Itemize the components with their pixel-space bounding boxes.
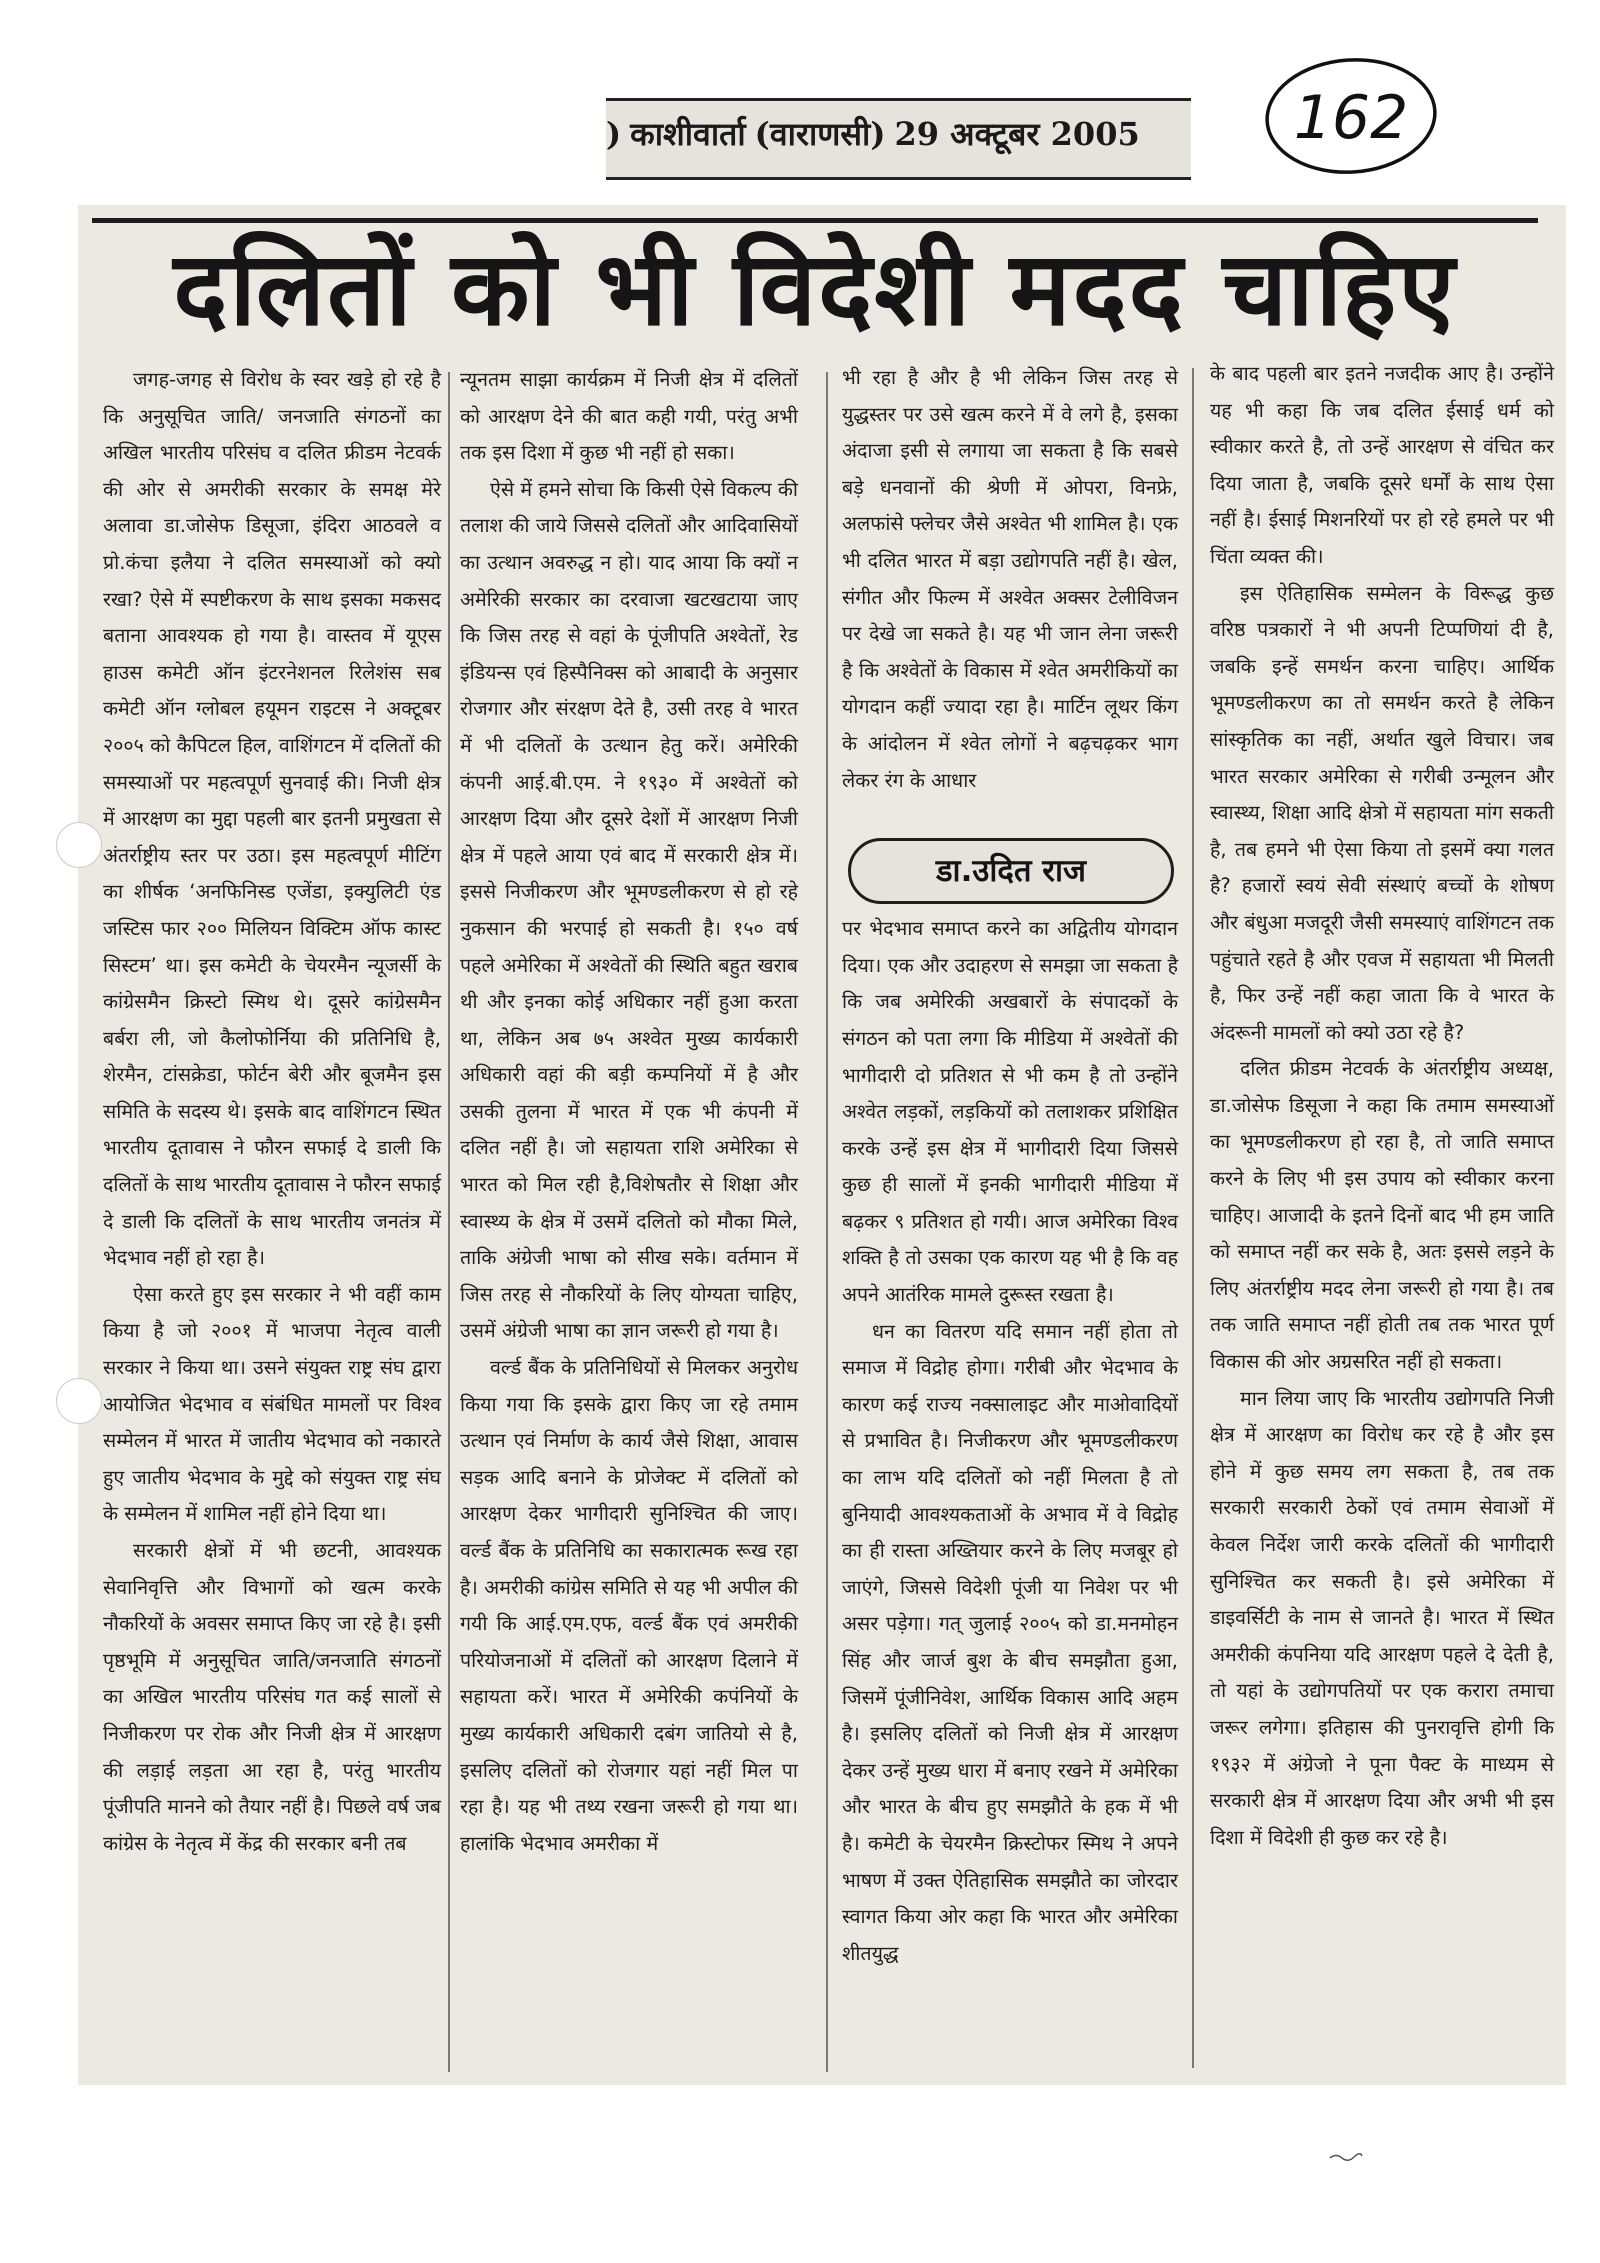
paragraph: ऐसा करते हुए इस सरकार ने भी वहीं काम किया है जो २००१ में भाजपा नेतृत्व वाली सरकार ने किया था। उसने संयुक्त राष्ट्र संघ द्वारा आयोजित भेदभाव व संबंधित मामलों पर विश्व सम्मेलन में भारत में जातीय भेदभाव को नकारते हुए जातीय भेदभाव के मुद्दे को संयुक्त राष्ट्र संघ के सम्मेलन में शामिल नहीं होने दिया था। (103, 1282, 441, 1526)
paragraph: इस ऐतिहासिक सम्मेलन के विरूद्ध कुछ वरिष्ठ पत्रकारों ने भी अपनी टिप्पणियां दी है, जबकि इन्हें समर्थन करना चाहिए। आर्थिक भूमण्डलीकरण का तो समर्थन करते है लेकिन सांस्कृतिक का नहीं, अर्थात खुले विचार। जब भारत सरकार अमेरिका से गरीबी उन्मूलन और स्वास्थ्य, शिक्षा आदि क्षेत्रो में सहायता मांग सकती है, तब हमने भी ऐसा किया तो इसमें क्या गलत है? हजारों स्वयं सेवी संस्थाएं बच्चों के शोषण और बंधुआ मजदूरी जैसी समस्याएं वाशिंगटन तक पहुंचाते रहते है और एवज में सहायता भी मिलती है, फिर उन्हें नहीं कहा जाता कि वे भारत के अंदरूनी मामलों को क्यो उठा रहे है? (1210, 581, 1554, 1044)
paragraph: के बाद पहली बार इतने नजदीक आए है। उन्होंने यह भी कहा कि जब दलित ईसाई धर्म को स्वीकार करते है, तो उन्हें आरक्षण से वंचित कर दिया जाता है, जबकि दूसरे धर्मों के साथ ऐसा नहीं है। ईसाई मिशनरियों पर हो रहे हमले पर भी चिंता व्यक्त की। (1210, 362, 1554, 568)
headline: दलितों को भी विदेशी मदद चाहिए (173, 230, 1457, 349)
masthead (606, 112, 1149, 155)
column-divider (1192, 368, 1194, 2068)
paragraph: मान लिया जाए कि भारतीय उद्योगपति निजी क्षेत्र में आरक्षण का विरोध कर रहे है और इस होने में कुछ समय लग सकता है, तब तक सरकारी सरकारी ठेकों एवं तमाम सेवाओं में केवल निर्देश जारी करके दलितों की भागीदारी सुनिश्चित कर सकती है। इसे अमेरिका में डाइवर्सिटी के नाम से जानते है। भारत में स्थित अमरीकी कंपनिया यदि आरक्षण पहले दे देती है, तो यहां के उद्योगपतियों पर एक करारा तमाचा जरूर लगेगा। इतिहास की पुनरावृत्ति होगी कि १९३२ में अंग्रेजो ने पूना पैक्ट के माध्यम से सरकारी क्षेत्र में आरक्षण दिया और अभी भी इस दिशा में विदेशी ही कुछ कर रहे है। (1210, 1386, 1554, 1849)
page-number: 162 (1293, 83, 1409, 153)
paragraph: सरकारी क्षेत्रों में भी छटनी, आवश्यक सेवानिवृत्ति और विभागों को खत्म करके नौकरियों के अवसर समाप्त किए जा रहे है। इसी पृष्ठभूमि में अनुसूचित जाति/जनजाति संगठनों का अखिल भारतीय परिसंघ गत कई सालों से निजीकरण पर रोक और निजी क्षेत्र में आरक्षण की लड़ाई लड़ता आ रहा है, परंतु भारतीय पूंजीपति मानने को तैयार नहीं है। पिछले वर्ष जब कांग्रेस के नेतृत्व में केंद्र की सरकार बनी तब (103, 1539, 441, 1855)
author-byline: डा.उदित राज (848, 838, 1174, 904)
paragraph: ऐसे में हमने सोचा कि किसी ऐसे विकल्प की तलाश की जाये जिससे दलितों और आदिवासियों का उत्थान अवरुद्ध न हो। याद आया कि क्यों न अमेरिकी सरकार का दरवाजा खटखटाया जाए कि जिस तरह से वहां के पूंजीपति अश्वेतों, रेड इंडियन्स एवं हिस्पैनिक्स को आबादी के अनुसार रोजगार और संरक्षण देते है, उसी तरह वे भारत में भी दलितों के उत्थान हेतु करें। अमेरिकी कंपनी आई.बी.एम. ने १९३० में अश्वेतों को आरक्षण दिया और दूसरे देशों में आरक्षण निजी क्षेत्र में पहले आया एवं बाद में सरकारी क्षेत्र में। इससे निजीकरण और भूमण्डलीकरण से हो रहे नुकसान की भरपाई हो सकती है। १५० वर्ष पहले अमेरिका में अश्वेतों की स्थिति बहुत खराब थी और इनका कोई अधिकार नहीं हुआ करता था, लेकिन अब ७५ अश्वेत मुख्य कार्यकारी अधिकारी वहां की बड़ी कम्पनियों में है और उसकी तुलना में भारत में एक भी कंपनी में दलित नहीं है। जो सहायता राशि अमेरिका से भारत को मिल रही है,विशेषतौर से शिक्षा और स्वास्थ्य के क्षेत्र में उसमें दलितो को मौका मिले, ताकि अंग्रेजी भाषा को सीख सके। वर्तमान में जिस तरह से नौकरियों के लिए योग्यता चाहिए, उसमें अंग्रेजी भाषा का ज्ञान जरूरी हो गया है। (460, 477, 798, 1343)
masthead-city: (वाराणसी) (754, 115, 886, 153)
article-column-3 (842, 360, 1178, 1972)
page-number-annotation (1262, 54, 1440, 178)
article-column-2 (460, 362, 798, 1862)
paragraph: वर्ल्ड बैंक के प्रतिनिधियों से मिलकर अनुरोध किया गया कि इसके द्वारा किए जा रहे तमाम उत्थान एवं निर्माण के कार्य जैसे शिक्षा, आवास सड़क आदि बनाने के प्रोजेक्ट में दलितों को आरक्षण देकर भागीदारी सुनिश्चित की जाए। वर्ल्ड बैंक के प्रतिनिधि का सकारात्मक रूख रहा है। अमरीकी कांग्रेस समिति से यह भी अपील की गयी कि आई.एम.एफ, वर्ल्ड बैंक एवं अमरीकी परियोजनाओं में दलितों को आरक्षण दिलाने में सहायता करें। भारत में अमेरिकी कपंनियों के मुख्य कार्यकारी अधिकारी दबंग जातियो से है, इसलिए दलितों को रोजगार यहां नहीं मिल पा रहा है। यह भी तथ्य रखना जरूरी हो गया था। हालांकि भेदभाव अमरीका में (460, 1356, 798, 1855)
column-divider (826, 372, 828, 2072)
paragraph: न्यूनतम साझा कार्यक्रम में निजी क्षेत्र में दलितों को आरक्षण देने की बात कही गयी, परंतु अभी तक इस दिशा में कुछ भी नहीं हो सका। (460, 368, 798, 465)
paragraph: जगह-जगह से विरोध के स्वर खड़े हो रहे है कि अनुसूचित जाति/ जनजाति संगठनों का अखिल भारतीय परिसंघ व दलित फ्रीडम नेटवर्क की ओर से अमरीकी सरकार के समक्ष मेरे अलावा डा.जोसेफ डिसूजा, इंदिरा आठवले व प्रो.कंचा इलैया ने दलित समस्याओं को क्यो रखा? ऐसे में स्पष्टीकरण के साथ इसका मकसद बताना आवश्यक हो गया है। वास्तव में यूएस हाउस कमेटी ऑन इंटरनेशनल रिलेशंस सब कमेटी ऑन ग्लोबल हयूमन राइटस ने अक्टूबर २००५ को कैपिटल हिल, वाशिंगटन में दलितों की समस्याओं पर महत्वपूर्ण सुनवाई की। निजी क्षेत्र में आरक्षण का मुद्दा पहली बार इतनी प्रमुखता से अंतर्राष्ट्रीय स्तर पर उठा। इस महत्वपूर्ण मीटिंग का शीर्षक ‘अनफिनिस्ड एजेंडा, इक्युलिटी एंड जस्टिस फार २०० मिलियन विक्टिम ऑफ कास्ट सिस्टम’ था। इस कमेटी के चेयरमैन न्यूजर्सी के कांग्रेसमैन क्रिस्टो स्मिथ थे। दूसरे कांग्रेसमैन बर्बरा ली, जो कैलोफोर्निया की प्रतिनिधि है, शेरमैन, टांसक्रेडा, फोर्टन बेरी और बूजमैन इस समिति के सदस्य थे। इसके बाद वाशिंगटन स्थित भारतीय दूतावास ने फौरन सफाई दे डाली कि दलितों के साथ भारतीय दूतावास ने फौरन सफाई दे डाली कि दलितों के साथ भारतीय जनतंत्र में भेदभाव नहीं हो रहा है। (103, 368, 441, 1270)
masthead-paper-name: काशीवार्ता (630, 115, 746, 153)
paragraph: भी रहा है और है भी लेकिन जिस तरह से युद्धस्तर पर उसे खत्म करने में वे लगे है, इसका अंदाजा इसी से लगाया जा सकता है कि सबसे बड़े धनवानों की श्रेणी में ओपरा, विनफ्रे, अलफांसे फ्लेचर जैसे अश्वेत भी शामिल है। एक भी दलित भारत में बड़ा उद्योगपति नहीं है। खेल, संगीत और फिल्म में अश्वेत अक्सर टेलीविजन पर देखे जा सकते है। यह भी जान लेना जरूरी है कि अश्वेतों के विकास में श्वेत अमरीकियों का योगदान कहीं ज्यादा रहा है। मार्टिन लूथर किंग के आंदोलन में श्वेत लोगों ने बढ़चढ़कर भाग लेकर रंग के आधार (842, 366, 1178, 792)
punch-hole (56, 822, 102, 868)
pen-mark (1328, 2152, 1364, 2162)
column-divider (448, 372, 450, 2072)
masthead-mark: ) (606, 115, 622, 153)
headline-rule (92, 218, 1538, 223)
paragraph: दलित फ्रीडम नेटवर्क के अंतर्राष्ट्रीय अध्यक्ष, डा.जोसेफ डिसूजा ने कहा कि तमाम समस्याओं का भूमण्डलीकरण हो रहा है, तो जाति समाप्त करने के लिए भी इस उपाय को स्वीकार करना चाहिए। आजादी के इतने दिनों बाद भी हम जाति को समाप्त नहीं कर सके है, अतः इससे लड़ने के लिए अंतर्राष्ट्रीय मदद लेना जरूरी हो गया है। तब तक जाति समाप्त नहीं होती तब तक भारत पूर्ण विकास की ओर अग्रसरित नहीं हो सकता। (1210, 1057, 1554, 1374)
masthead-date: 29 अक्टूबर 2005 (894, 115, 1140, 153)
article-column-1 (103, 362, 441, 1862)
punch-hole (56, 1378, 102, 1424)
article-column-4 (1210, 356, 1554, 1856)
paragraph: पर भेदभाव समाप्त करने का अद्वितीय योगदान दिया। एक और उदाहरण से समझा जा सकता है कि जब अमेरिकी अखबारों के संपादकों के संगठन को पता लगा कि मीडिया में अश्वेतों की भागीदारी दो प्रतिशत से भी कम है तो उन्होंने अश्वेत लड़कों, लड़कियों को तलाशकर प्रशिक्षित करके उन्हें इस क्षेत्र में भागीदारी दिया जिससे कुछ ही सालों में इनकी भागीदारी मीडिया में बढ़कर ९ प्रतिशत हो गयी। आज अमेरिका विश्व शक्ति है तो उसका एक कारण यह भी है कि वह अपने आतंरिक मामले दुरूस्त रखता है। (842, 917, 1178, 1307)
paragraph: धन का वितरण यदि समान नहीं होता तो समाज में विद्रोह होगा। गरीबी और भेदभाव के कारण कई राज्य नक्सालाइट और माओवादियों से प्रभावित है। निजीकरण और भूमण्डलीकरण का लाभ यदि दलितों को नहीं मिलता है तो बुनियादी आवश्यकताओं के अभाव में वे विद्रोह का ही रास्ता अख्तियार करने के लिए मजबूर हो जाएंगे, जिससे विदेशी पूंजी या निवेश पर भी असर पड़ेगा। गत् जुलाई २००५ को डा.मनमोहन सिंह और जार्ज बुश के बीच समझौता हुआ, जिसमें पूंजीनिवेश, आर्थिक विकास आदि अहम है। इसलिए दलितों को निजी क्षेत्र में आरक्षण देकर उन्हें मुख्य धारा में बनाए रखने में अमेरिका और भारत के बीच हुए समझौते के हक में भी है। कमेटी के चेयरमैन क्रिस्टोफर स्मिथ ने अपने भाषण में उक्त ऐतिहासिक समझौते का जोरदार स्वागत किया ओर कहा कि भारत और अमेरिका शीतयुद्ध (842, 1319, 1178, 1965)
